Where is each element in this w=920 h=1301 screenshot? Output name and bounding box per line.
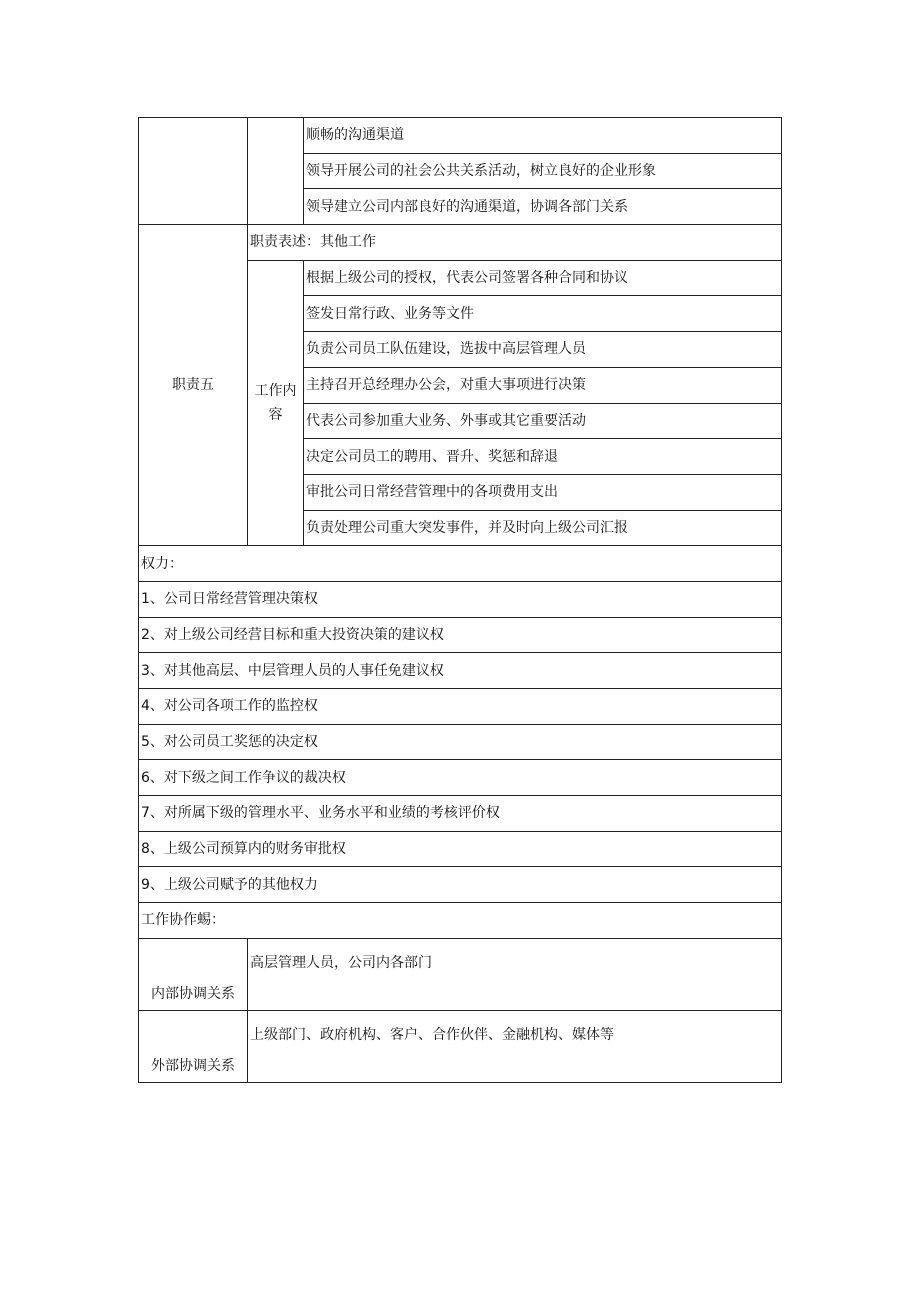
duty-item: 决定公司员工的聘用、晋升、奖惩和辞退 [304,439,782,475]
external-coordination-label: 外部协调关系 [139,1010,248,1082]
power-item: 9、上级公司赋予的其他权力 [139,867,782,903]
duty-item: 签发日常行政、业务等文件 [304,296,782,332]
duty-item: 领导开展公司的社会公共关系活动，树立良好的企业形象 [304,153,782,189]
content-label-cell-empty [248,118,304,225]
duty-item: 根据上级公司的授权，代表公司签署各种合同和协议 [304,260,782,296]
duty-item: 负责公司员工队伍建设，选拔中高层管理人员 [304,332,782,368]
table-row [139,867,782,903]
table-row [139,938,782,1010]
table-row [139,617,782,653]
power-item: 8、上级公司预算内的财务审批权 [139,831,782,867]
table-row [139,724,782,760]
powers-title: 权力： [139,546,782,582]
duty5-statement: 职责表述：其他工作 [248,225,782,261]
internal-coordination-value: 高层管理人员，公司内各部门 [248,938,782,1010]
power-item: 1、公司日常经营管理决策权 [139,581,782,617]
table-row [139,831,782,867]
table-row [139,689,782,725]
table-row [139,653,782,689]
duty-item: 负责处理公司重大突发事件，并及时向上级公司汇报 [304,510,782,546]
duty5-label: 职责五 [139,225,248,546]
duty-item: 代表公司参加重大业务、外事或其它重要活动 [304,403,782,439]
document-page [138,117,781,1083]
job-description-table [138,117,782,1083]
power-item: 6、对下级之间工作争议的裁决权 [139,760,782,796]
duty-item: 审批公司日常经营管理中的各项费用支出 [304,474,782,510]
duty-item: 主持召开总经理办公会，对重大事项进行决策 [304,367,782,403]
power-item: 7、对所属下级的管理水平、业务水平和业绩的考核评价权 [139,796,782,832]
external-coordination-value: 上级部门、政府机构、客户、合作伙伴、金融机构、媒体等 [248,1010,782,1082]
table-row [139,225,782,261]
table-row [139,581,782,617]
table-row [139,796,782,832]
work-content-label: 工作内容 [248,260,304,546]
power-item: 2、对上级公司经营目标和重大投资决策的建议权 [139,617,782,653]
power-item: 4、对公司各项工作的监控权 [139,689,782,725]
power-item: 3、对其他高层、中层管理人员的人事任免建议权 [139,653,782,689]
coordination-title: 工作协作蜴： [139,903,782,939]
table-row [139,118,782,154]
table-row [139,760,782,796]
internal-coordination-label: 内部协调关系 [139,938,248,1010]
power-item: 5、对公司员工奖惩的决定权 [139,724,782,760]
table-row [139,903,782,939]
duty-item: 顺畅的沟通渠道 [304,118,782,154]
table-row [139,1010,782,1082]
duty-label-cell-empty [139,118,248,225]
table-row [139,546,782,582]
duty-item: 领导建立公司内部良好的沟通渠道，协调各部门关系 [304,189,782,225]
